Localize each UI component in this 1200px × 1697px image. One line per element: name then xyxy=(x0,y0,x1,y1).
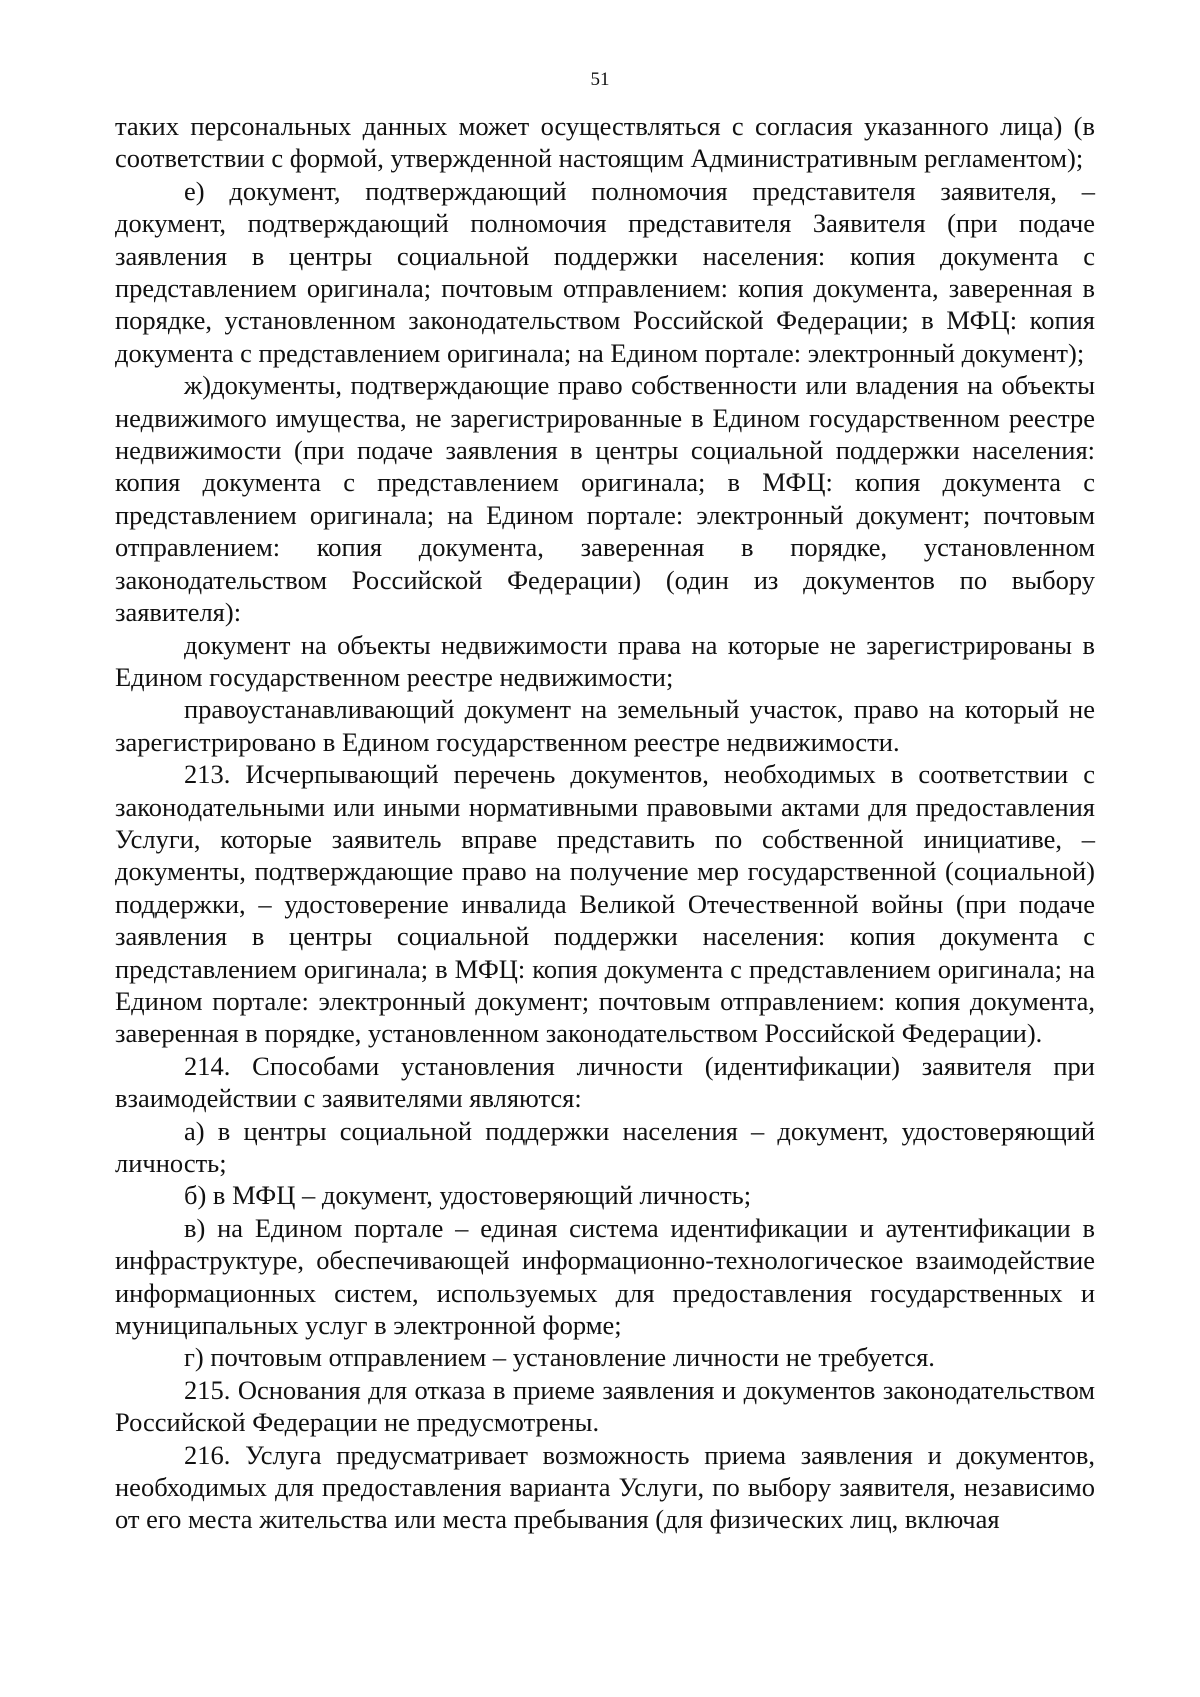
paragraph-215: 215. Основания для отказа в приеме заявления и документов законодательством Российской Федерации не предусмотрены. xyxy=(115,1374,1095,1438)
paragraph-213: 213. Исчерпывающий перечень документов, необходимых в соответствии с законодательными или иными нормативными правовыми актами для предоставления Услуги, которые заявитель вправе представить по собственной инициативе, – документы, подтверждающие право на получение мер государственной (социальной) поддержки, – удостоверение инвалида Великой Отечественной войны (при подаче заявления в центры социальной поддержки населения: копия документа с представлением оригинала; в МФЦ: копия документа с представлением оригинала; на Едином портале: электронный документ; почтовым отправлением: копия документа, заверенная в порядке, установленном законодательством Российской Федерации). xyxy=(115,759,1095,1049)
paragraph-item-g: г) почтовым отправлением – установление личности не требуется. xyxy=(184,1342,935,1373)
paragraph-land-title-document: правоустанавливающий документ на земельный участок, право на который не зарегистрировано в Едином государственном реестре недвижимости. xyxy=(115,694,1095,757)
paragraph-214: 214. Способами установления личности (идентификации) заявителя при взаимодействии с заявителями являются: xyxy=(115,1050,1095,1114)
document-body xyxy=(115,110,1095,1536)
paragraph-item-b: б) в МФЦ – документ, удостоверяющий личность; xyxy=(184,1180,752,1211)
paragraph-property-documents: документ на объекты недвижимости права на которые не зарегистрированы в Едином государственном реестре недвижимости; xyxy=(115,629,1095,692)
page-number: 51 xyxy=(590,69,610,90)
paragraph-item-e: е) документ, подтверждающий полномочия представителя заявителя, – документ, подтверждающий полномочия представителя Заявителя (при подаче заявления в центры социальной поддержки населения: копия документа с представлением оригинала; почтовым отправлением: копия документа, заверенная в порядке, установленном законодательством Российской Федерации; в МФЦ: копия документа с представлением оригинала; на Едином портале: электронный документ); xyxy=(115,175,1095,368)
paragraph-item-zh: ж)документы, подтверждающие право собственности или владения на объекты недвижимого имущества, не зарегистрированные в Едином государственном реестре недвижимости (при подаче заявления в центры социальной поддержки населения: копия документа с представлением оригинала; в МФЦ: копия документа с представлением оригинала; на Едином портале: электронный документ; почтовым отправлением: копия документа, заверенная в порядке, установленном законодательством Российской Федерации) (один из документов по выбору заявителя): xyxy=(115,370,1095,628)
paragraph-continuation: таких персональных данных может осуществляться с согласия указанного лица) (в соответствии с формой, утвержденной настоящим Административным регламентом); xyxy=(115,111,1095,174)
paragraph-216: 216. Услуга предусматривает возможность приема заявления и документов, необходимых для предоставления варианта Услуги, по выбору заявителя, независимо от его места жительства или места пребывания (для физических лиц, включая xyxy=(115,1439,1095,1535)
paragraph-item-a: а) в центры социальной поддержки населения – документ, удостоверяющий личность; xyxy=(115,1115,1095,1178)
paragraph-item-v: в) на Едином портале – единая система идентификации и аутентификации в инфраструктуре, обеспечивающей информационно-технологическое взаимодействие информационных систем, используемых для предоставления государственных и муниципальных услуг в электронной форме; xyxy=(115,1212,1095,1341)
